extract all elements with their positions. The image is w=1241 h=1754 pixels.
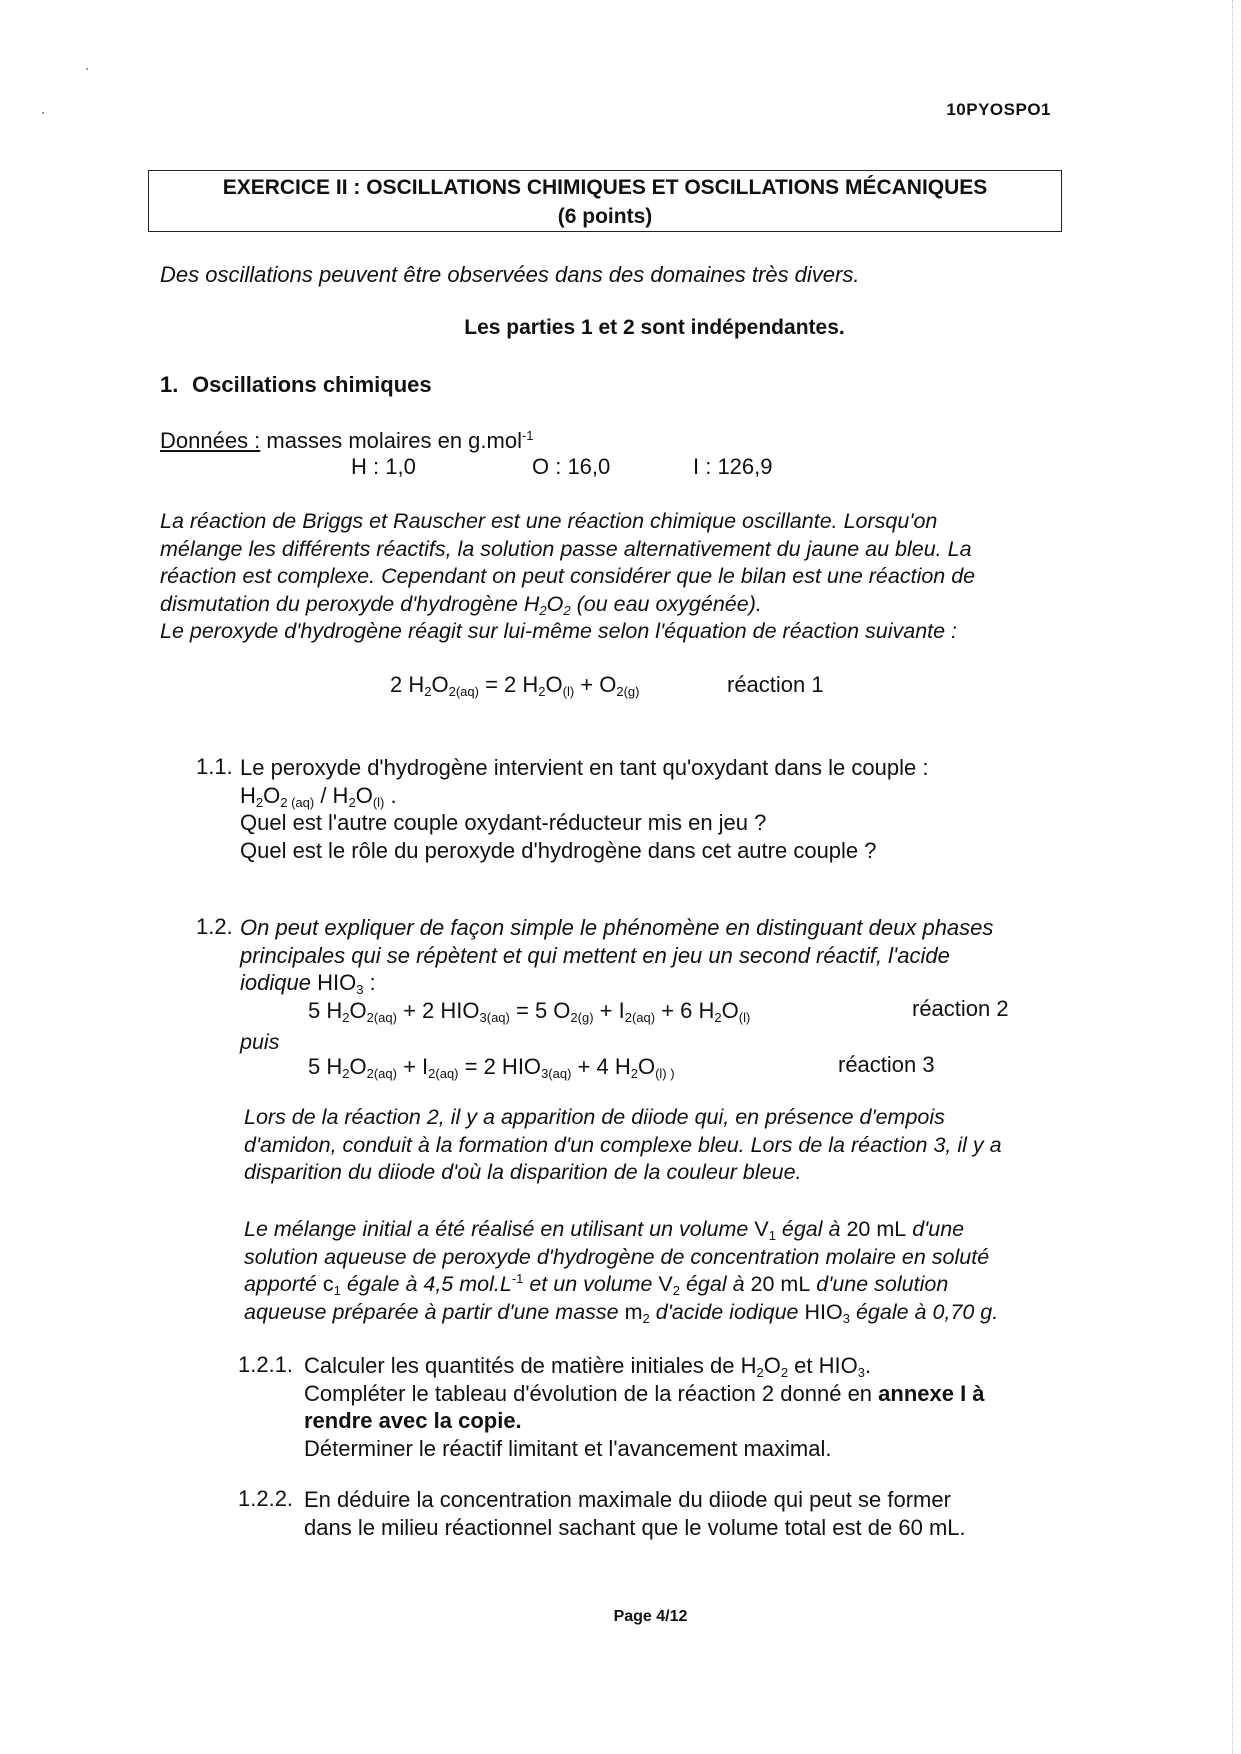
q12-line2: principales qui se répètent et qui mettent en jeu un second réactif, l'acide — [240, 942, 950, 968]
eq-term: O — [349, 998, 367, 1023]
para1-line4-b: O — [546, 591, 564, 616]
sub: 3 — [857, 1365, 865, 1380]
data-line — [160, 428, 534, 454]
t: / H — [314, 782, 349, 808]
para1-line5: Le peroxyde d'hydrogène réagit sur lui-même selon l'équation de réaction suivante : — [160, 619, 958, 643]
para2-line1: Lors de la réaction 2, il y a apparition de diiode qui, en présence d'empois — [244, 1105, 945, 1129]
eq-sub: 2(aq) — [624, 1010, 656, 1025]
eq-term: O — [545, 672, 563, 697]
sub: 2 — [756, 1365, 764, 1380]
data-label: Données : — [160, 428, 261, 453]
eq-sub: 3(aq) — [541, 1066, 572, 1081]
sup: -1 — [511, 1271, 524, 1286]
t: iodique — [240, 970, 311, 995]
eq-sub: 2 — [342, 1066, 350, 1081]
question-number: 1.2. — [196, 914, 233, 939]
eq-sub: 3(aq) — [479, 1010, 510, 1025]
q11-line4: Quel est le rôle du peroxyde d'hydrogène dans cet autre couple ? — [240, 837, 877, 863]
eq-term: + I — [593, 998, 625, 1023]
t: Compléter le tableau d'évolution de la réaction 2 donné en — [304, 1380, 879, 1406]
t: V — [658, 1272, 673, 1296]
q121-line4: Déterminer le réactif limitant et l'avancement maximal. — [304, 1435, 832, 1461]
reaction-2-equation — [308, 998, 750, 1024]
t: : — [363, 970, 376, 995]
t: O — [355, 782, 373, 808]
eq-term: = 2 H — [478, 672, 539, 697]
q11-line2 — [240, 782, 1066, 810]
eq-sub: (l) — [562, 684, 575, 699]
t: 20 mL — [846, 1217, 907, 1241]
t: c — [322, 1272, 334, 1296]
exercise-title: EXERCICE II : OSCILLATIONS CHIMIQUES ET OSCILLATIONS MÉCANIQUES — [222, 176, 988, 199]
t: Calculer les quantités de matière initiales de H — [304, 1353, 757, 1378]
intro-text: Des oscillations peuvent être observées dans des domaines très divers. — [160, 262, 860, 287]
sub: 1 — [768, 1228, 776, 1243]
t: et un volume — [523, 1272, 659, 1296]
eq-sub: 2 — [630, 1066, 638, 1081]
scan-speck — [42, 112, 44, 114]
eq-term: O — [431, 672, 449, 697]
scan-edge-line — [1231, 0, 1233, 1754]
puis-text: puis — [240, 1030, 280, 1054]
t: et HIO — [788, 1353, 858, 1378]
data-text: masses molaires en g.mol — [266, 428, 522, 453]
q12-line1: On peut expliquer de façon simple le phénomène en distinguant deux phases — [240, 915, 994, 940]
sub: 2 — [780, 1365, 789, 1380]
eq-term: 5 H — [308, 998, 343, 1023]
eq-sub: 2(aq) — [366, 1066, 397, 1081]
paragraph-initial-mixture — [244, 1216, 1066, 1326]
page-number: Page 4/12 — [613, 1608, 688, 1625]
eq-sub: (l) ) — [655, 1066, 675, 1081]
exercise-points: (6 points) — [557, 205, 653, 228]
eq-sub: 2 — [538, 684, 546, 699]
para3-line1 — [244, 1216, 1066, 1244]
sub: 1 — [333, 1283, 341, 1298]
para1-line4-c: (ou eau oxygénée). — [570, 591, 762, 616]
para3-line3 — [244, 1271, 1066, 1299]
t: . — [384, 782, 397, 808]
question-body — [240, 754, 1066, 864]
t: HIO — [310, 970, 357, 995]
scan-speck — [86, 68, 88, 70]
section-heading — [160, 372, 432, 398]
t: égale à 4,5 mol.L — [340, 1272, 512, 1296]
reaction-2-label: réaction 2 — [912, 996, 1009, 1021]
mass-o: O : 16,0 — [532, 454, 611, 479]
paragraph-diiode — [244, 1104, 1066, 1187]
parts-note: Les parties 1 et 2 sont indépendantes. — [464, 316, 845, 339]
eq-sub: 2 — [714, 1010, 722, 1025]
q122-line1: En déduire la concentration maximale du diiode qui peut se former — [304, 1487, 951, 1512]
t: égal à — [775, 1217, 847, 1241]
q11-line3: Quel est l'autre couple oxydant-réducteur mis en jeu ? — [240, 810, 767, 835]
sub: 2 — [642, 1310, 650, 1326]
sub: 2 — [672, 1283, 680, 1298]
para3-line2: solution aqueuse de peroxyde d'hydrogène de concentration molaire en soluté — [244, 1244, 990, 1269]
t: égal à — [680, 1272, 751, 1296]
data-exponent: -1 — [521, 428, 534, 443]
para2-line3: disparition du diiode d'où la disparition de la couleur bleue. — [244, 1160, 802, 1184]
para1-line2: mélange les différents réactifs, la solution passe alternativement du jaune au bleu. La — [160, 536, 972, 561]
sub: 2 (aq) — [280, 794, 315, 810]
question-number: 1.2.1. — [238, 1352, 294, 1377]
t: égale à 0,70 g. — [849, 1299, 999, 1324]
q121-line1 — [304, 1352, 1068, 1380]
t: d'une — [906, 1217, 965, 1241]
reaction-1-label: réaction 1 — [727, 672, 824, 697]
sub: 2 — [563, 602, 571, 618]
reaction-3-equation — [308, 1054, 675, 1080]
eq-sub: (l) — [738, 1010, 751, 1025]
eq-sub: 2 — [342, 1010, 350, 1025]
para1-line4-a: dismutation du peroxyde d'hydrogène H — [160, 591, 540, 616]
t: H — [240, 782, 256, 808]
sub: (l) — [372, 794, 385, 810]
annex-ref: annexe I à — [878, 1380, 985, 1406]
eq-term: O — [721, 998, 739, 1023]
document-code: 10PYOSPO1 — [946, 100, 1051, 119]
exercise-title-box — [148, 170, 1062, 232]
t: . — [864, 1353, 872, 1378]
para1-line1: La réaction de Briggs et Rauscher est une réaction chimique oscillante. Lorsqu'on — [160, 509, 938, 533]
mass-i: I : 126,9 — [693, 454, 773, 479]
sub: 3 — [842, 1310, 850, 1326]
eq-term: + 4 H — [571, 1054, 631, 1079]
eq-term: + O — [574, 672, 617, 697]
mass-h: H : 1,0 — [351, 454, 416, 479]
eq-sub: 2(aq) — [428, 1066, 459, 1081]
eq-sub: 2 — [424, 684, 432, 699]
t: aqueuse préparée à partir d'une masse — [244, 1299, 625, 1324]
t: O — [263, 782, 281, 808]
t: d'acide iodique — [649, 1299, 805, 1324]
q122-line2: dans le milieu réactionnel sachant que le volume total est de 60 mL. — [304, 1514, 966, 1540]
question-body — [240, 914, 1066, 997]
reaction-3-label: réaction 3 — [838, 1052, 935, 1077]
q12-line3 — [240, 969, 1066, 997]
t: apporté — [244, 1272, 323, 1296]
eq-term: O — [637, 1054, 656, 1079]
t: Le mélange initial a été réalisé en utilisant un volume — [244, 1217, 755, 1241]
eq-term: + 6 H — [655, 998, 715, 1023]
paragraph-briggs — [160, 508, 1060, 646]
para3-line4 — [244, 1299, 1066, 1327]
eq-term: = 5 O — [509, 998, 571, 1023]
q121-line2 — [304, 1380, 1068, 1408]
question-body — [304, 1486, 1068, 1541]
eq-sub: 2(aq) — [448, 684, 479, 699]
question-number: 1.1. — [196, 754, 233, 779]
eq-term: + 2 HIO — [396, 998, 480, 1023]
para1-line3: réaction est complexe. Cependant on peut considérer que le bilan est une réaction de — [160, 564, 976, 588]
t: 20 mL — [750, 1272, 811, 1296]
eq-term: 5 H — [308, 1054, 343, 1079]
eq-sub: 2(aq) — [366, 1010, 397, 1025]
eq-sub: 2(g) — [570, 1010, 594, 1025]
q121-line3: rendre avec la copie. — [304, 1408, 522, 1433]
reaction-1-equation — [390, 672, 640, 698]
eq-term: = 2 HIO — [458, 1054, 542, 1079]
eq-term: + I — [396, 1054, 429, 1079]
sub: 2 — [255, 794, 264, 810]
para1-line4 — [160, 591, 1060, 619]
para2-line2: d'amidon, conduit à la formation d'un complexe bleu. Lors de la réaction 3, il y a — [244, 1132, 1002, 1157]
eq-term: 2 H — [390, 672, 425, 697]
sub: 2 — [348, 794, 356, 810]
eq-term: O — [349, 1054, 367, 1079]
t: m — [624, 1299, 643, 1324]
q11-line1: Le peroxyde d'hydrogène intervient en tant qu'oxydant dans le couple : — [240, 755, 929, 780]
eq-sub: 2(g) — [616, 684, 640, 699]
t: O — [763, 1353, 781, 1378]
sub: 3 — [356, 982, 364, 997]
t: d'une solution — [810, 1272, 949, 1296]
section-number: 1. — [160, 372, 179, 397]
sub: 2 — [539, 602, 547, 618]
section-title: Oscillations chimiques — [192, 372, 432, 397]
question-body — [304, 1352, 1068, 1462]
t: V — [754, 1217, 769, 1241]
question-number: 1.2.2. — [238, 1486, 294, 1511]
t: HIO — [804, 1299, 843, 1324]
